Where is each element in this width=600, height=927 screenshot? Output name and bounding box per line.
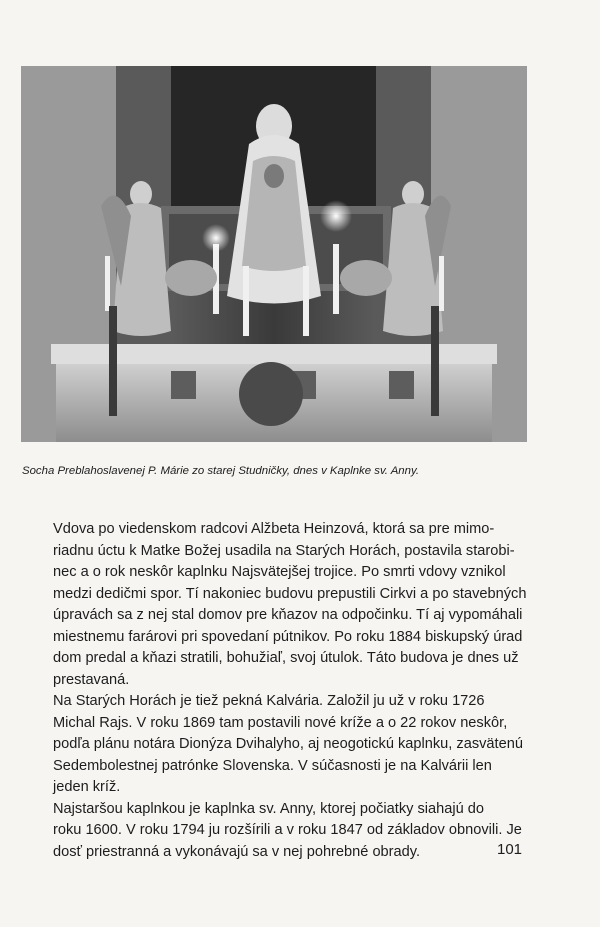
text-line: jeden kríž. <box>53 779 121 795</box>
text-line: nec a o rok neskôr kaplnku Najsvätejšej trojice. Po smrti vdovy vznikol <box>53 564 506 580</box>
text-line: Na Starých Horách je tiež pekná Kalvária. Založil ju už v roku 1726 <box>53 693 485 709</box>
body-text <box>34 519 534 863</box>
text-line: úpravách sa z nej stal domov pre kňazov na odpočinku. Tí aj vypomáhali <box>53 607 523 623</box>
altar-photo-illustration <box>21 66 527 442</box>
text-line: riadnu úctu k Matke Božej usadila na Starých Horách, postavila starobi- <box>53 542 515 559</box>
text-line: roku 1600. V roku 1794 ju rozšírili a v roku 1847 od základov obnovili. Je <box>53 822 522 838</box>
text-line: dom predal a kňazi stratili, bohužiaľ, svoj útulok. Táto budova je dnes už <box>53 650 519 666</box>
text-line: Vdova po viedenskom radcovi Alžbeta Heinzová, ktorá sa pre mimo- <box>53 521 495 537</box>
paragraph-2 <box>34 691 534 799</box>
paragraph-1 <box>34 519 534 691</box>
text-line: dosť priestranná a vykonávajú sa v nej pohrebné obrady. <box>53 843 421 860</box>
text-line: medzi dedičmi spor. Tí nakoniec budovu prepustili Cirkvi a po stavebných <box>53 585 527 602</box>
page-number: 101 <box>497 841 523 858</box>
altar-photograph <box>21 66 527 442</box>
text-line: Sedembolestnej patrónke Slovenska. V súčasnosti je na Kalvárii len <box>53 757 492 774</box>
paragraph-3 <box>34 799 534 864</box>
text-line: Najstaršou kaplnkou je kaplnka sv. Anny, ktorej počiatky siahajú do <box>53 800 485 817</box>
text-line: podľa plánu notára Dionýza Dvihalyho, aj neogotickú kaplnku, zasvätenú <box>53 736 523 752</box>
text-line: Michal Rajs. V roku 1869 tam postavili nové kríže a o 22 rokov neskôr, <box>53 714 508 731</box>
photo-caption: Socha Preblahoslavenej P. Márie zo starej Studničky, dnes v Kaplnke sv. Anny. <box>22 465 419 477</box>
text-line: miestnemu farárovi pri spovedaní pútnikov. Po roku 1884 biskupský úrad <box>53 628 523 645</box>
text-line: prestavaná. <box>53 671 130 688</box>
